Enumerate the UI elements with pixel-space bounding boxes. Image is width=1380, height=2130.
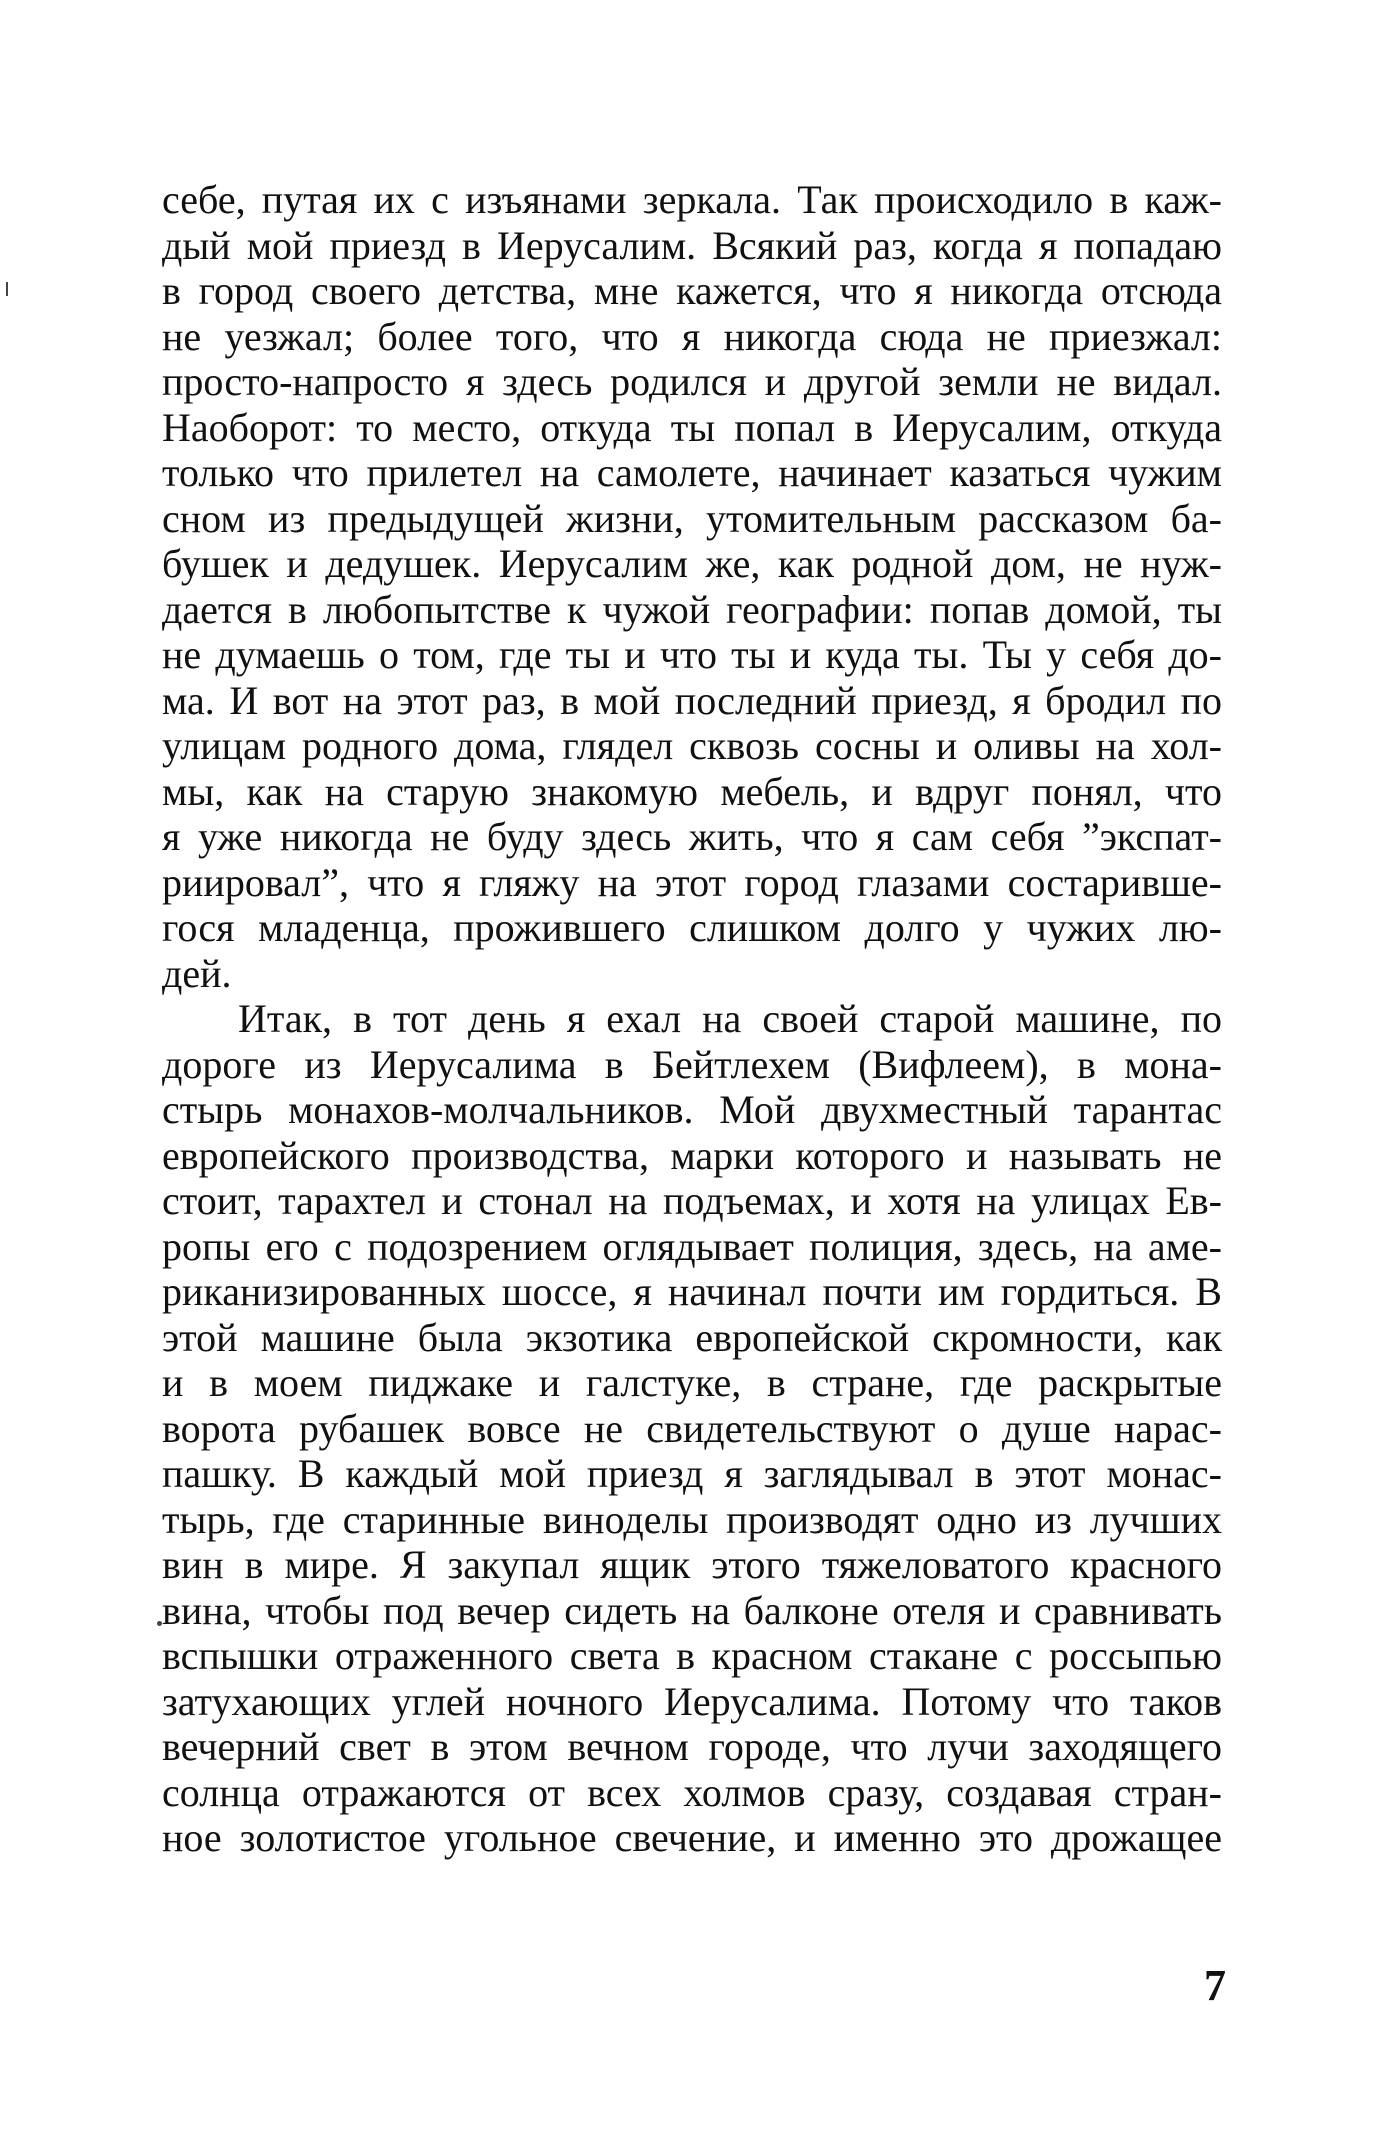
text-line: просто-напросто я здесь родился и другой земли не видал. bbox=[162, 359, 1222, 404]
text-line: дороге из Иерусалима в Бейтлехем (Вифлеем), в мона- bbox=[162, 1041, 1222, 1087]
text-line: вспышки отраженного света в красном стакане с россыпью bbox=[162, 1633, 1222, 1678]
text-line: ное золотистое угольное свечение, и именно это дрожащее bbox=[162, 1815, 1222, 1860]
paragraph-1 bbox=[162, 177, 1222, 996]
text-line: тырь, где старинные виноделы производят одно из лучших bbox=[162, 1496, 1222, 1542]
text-line: солнца отражаются от всех холмов сразу, создавая стран- bbox=[162, 1769, 1222, 1815]
text-line: Итак, в тот день я ехал на своей старой машине, по bbox=[238, 996, 1222, 1041]
text-line: только что прилетел на самолете, начинает казаться чужим bbox=[162, 450, 1222, 495]
text-line: себе, путая их с изъянами зеркала. Так происходило в каж- bbox=[162, 177, 1222, 222]
text-line: улицам родного дома, глядел сквозь сосны и оливы на хол- bbox=[162, 723, 1222, 768]
text-line: Наоборот: то место, откуда ты попал в Иерусалим, откуда bbox=[162, 404, 1222, 450]
text-line: не думаешь о том, где ты и что ты и куда ты. Ты у себя до- bbox=[162, 632, 1222, 677]
text-line: риировал”, что я гляжу на этот город глазами состаривше- bbox=[162, 859, 1222, 905]
text-line: я уже никогда не буду здесь жить, что я сам себя ”экспат- bbox=[162, 814, 1222, 859]
paragraph-2 bbox=[162, 996, 1222, 1861]
text-line: в город своего детства, мне кажется, что я никогда отсюда bbox=[162, 268, 1222, 313]
text-line: вина, чтобы под вечер сидеть на балконе отеля и сравнивать bbox=[162, 1587, 1222, 1633]
body-text bbox=[162, 177, 1222, 1861]
text-line: сном из предыдущей жизни, утомительным рассказом ба- bbox=[162, 495, 1222, 541]
text-line: затухающих углей ночного Иерусалима. Потому что таков bbox=[162, 1678, 1222, 1724]
text-line: не уезжал; более того, что я никогда сюда не приезжал: bbox=[162, 313, 1222, 359]
text-line: и в моем пиджаке и галстуке, в стране, где раскрытые bbox=[162, 1360, 1222, 1405]
text-line: дается в любопытстве к чужой географии: попав домой, ты bbox=[162, 586, 1222, 632]
text-line: ма. И вот на этот раз, в мой последний приезд, я бродил по bbox=[162, 677, 1222, 723]
text-line: ворота рубашек вовсе не свидетельствуют о душе нарас- bbox=[162, 1405, 1222, 1451]
text-line: дей. bbox=[162, 950, 232, 996]
text-line: гося младенца, прожившего слишком долго у чужих лю- bbox=[162, 905, 1222, 950]
text-line: стырь монахов-молчальников. Мой двухместный тарантас bbox=[162, 1087, 1222, 1132]
scan-speck bbox=[6, 282, 8, 296]
text-line: бушек и дедушек. Иерусалим же, как родной дом, не нуж- bbox=[162, 541, 1222, 586]
text-line: пашку. В каждый мой приезд я заглядывал в этот монас- bbox=[162, 1451, 1222, 1496]
text-line: вин в мире. Я закупал ящик этого тяжеловатого красного bbox=[162, 1542, 1222, 1587]
text-line: ропы его с подозрением оглядывает полиция, здесь, на аме- bbox=[162, 1223, 1222, 1269]
text-line: дый мой приезд в Иерусалим. Всякий раз, когда я попадаю bbox=[162, 222, 1222, 268]
text-line: европейского производства, марки которого и называть не bbox=[162, 1132, 1222, 1178]
text-line: риканизированных шоссе, я начинал почти им гордиться. В bbox=[162, 1269, 1222, 1314]
text-line: этой машине была экзотика европейской скромности, как bbox=[162, 1314, 1222, 1360]
page-number: 7 bbox=[1204, 1961, 1226, 2010]
text-line: вечерний свет в этом вечном городе, что лучи заходящего bbox=[162, 1724, 1222, 1769]
text-line: мы, как на старую знакомую мебель, и вдруг понял, что bbox=[162, 768, 1222, 814]
text-line: стоит, тарахтел и стонал на подъемах, и хотя на улицах Ев- bbox=[162, 1178, 1222, 1223]
